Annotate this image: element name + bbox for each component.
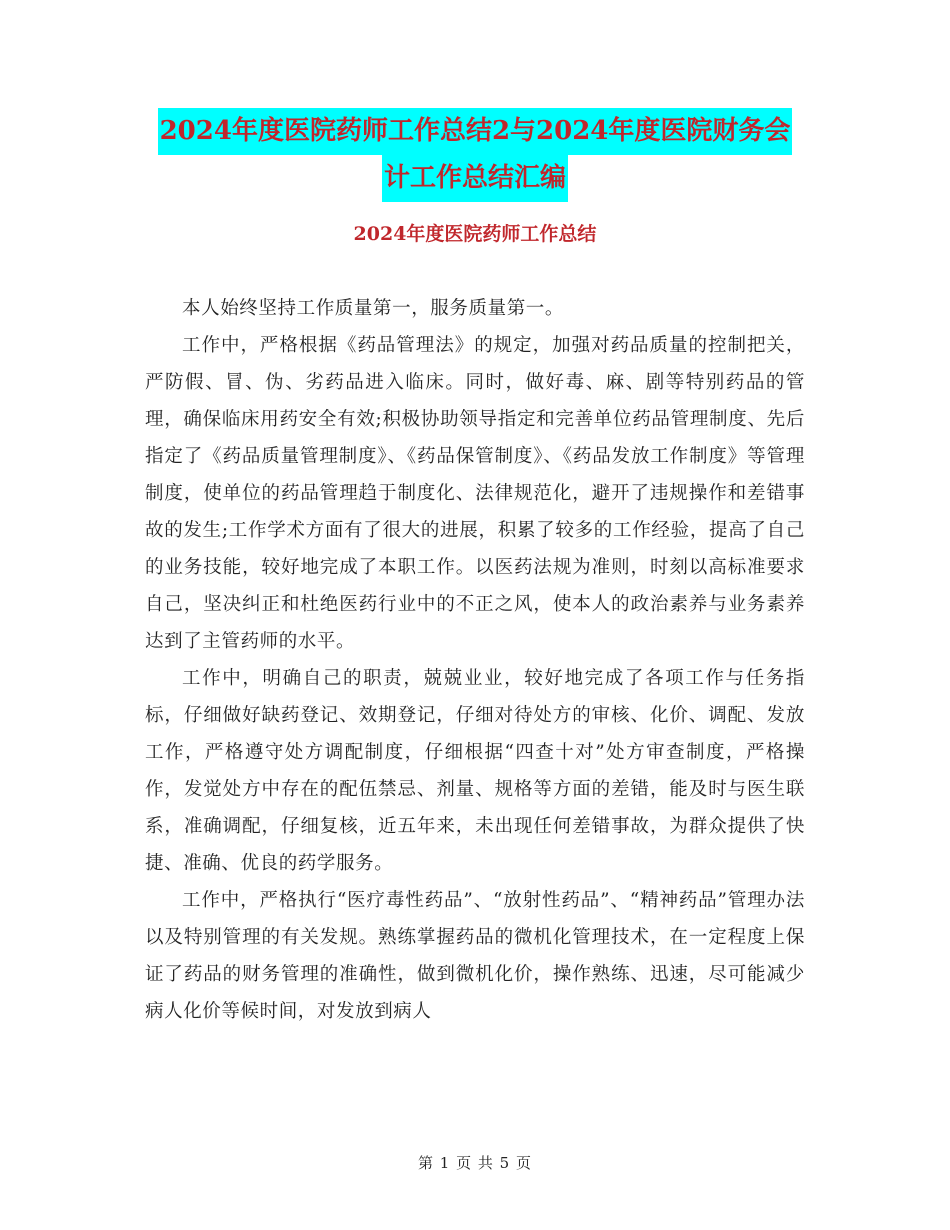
- document-title: [0, 108, 950, 202]
- paragraph-1: 本人始终坚持工作质量第一，服务质量第一。: [182, 298, 565, 319]
- paragraph-4: 工作中，严格执行“医疗毒性药品”、“放射性药品”、“精神药品”管理办法以及特别管理的有关发规。熟练掌握药品的微机化管理技术，在一定程度上保证了药品的财务管理的准确性，做到微机化价，操作熟练、迅速，尽可能减少病人化价等候时间，对发放到病人: [145, 890, 805, 1022]
- paragraph-3: 工作中，明确自己的职责，兢兢业业，较好地完成了各项工作与任务指标，仔细做好缺药登记、效期登记，仔细对待处方的审核、化价、调配、发放工作，严格遵守处方调配制度，仔细根据“四查十对”处方审查制度，严格操作，发觉处方中存在的配伍禁忌、剂量、规格等方面的差错，能及时与医生联系，准确调配，仔细复核，近五年来，未出现任何差错事故，为群众提供了快捷、准确、优良的药学服务。: [145, 668, 805, 874]
- title-line-1: 2024年度医院药师工作总结2与2024年度医院财务会: [158, 108, 793, 155]
- page-footer: 第 1 页 共 5 页: [418, 1154, 532, 1172]
- paragraph-2: 工作中，严格根据《药品管理法》的规定，加强对药品质量的控制把关，严防假、冒、伪、劣药品进入临床。同时，做好毒、麻、剧等特别药品的管理，确保临床用药安全有效;积极协助领导指定和完善单位药品管理制度、先后指定了《药品质量管理制度》、《药品保管制度》、《药品发放工作制度》等管理制度，使单位的药品管理趋于制度化、法律规范化，避开了违规操作和差错事故的发生;工作学术方面有了很大的进展，积累了较多的工作经验，提高了自己的业务技能，较好地完成了本职工作。以医药法规为准则，时刻以高标准要求自己，坚决纠正和杜绝医药行业中的不正之风，使本人的政治素养与业务素养达到了主管药师的水平。: [145, 335, 805, 652]
- document-body: [145, 290, 805, 1030]
- title-line-2: 计工作总结汇编: [382, 155, 568, 202]
- section-heading: 2024年度医院药师工作总结: [353, 223, 597, 245]
